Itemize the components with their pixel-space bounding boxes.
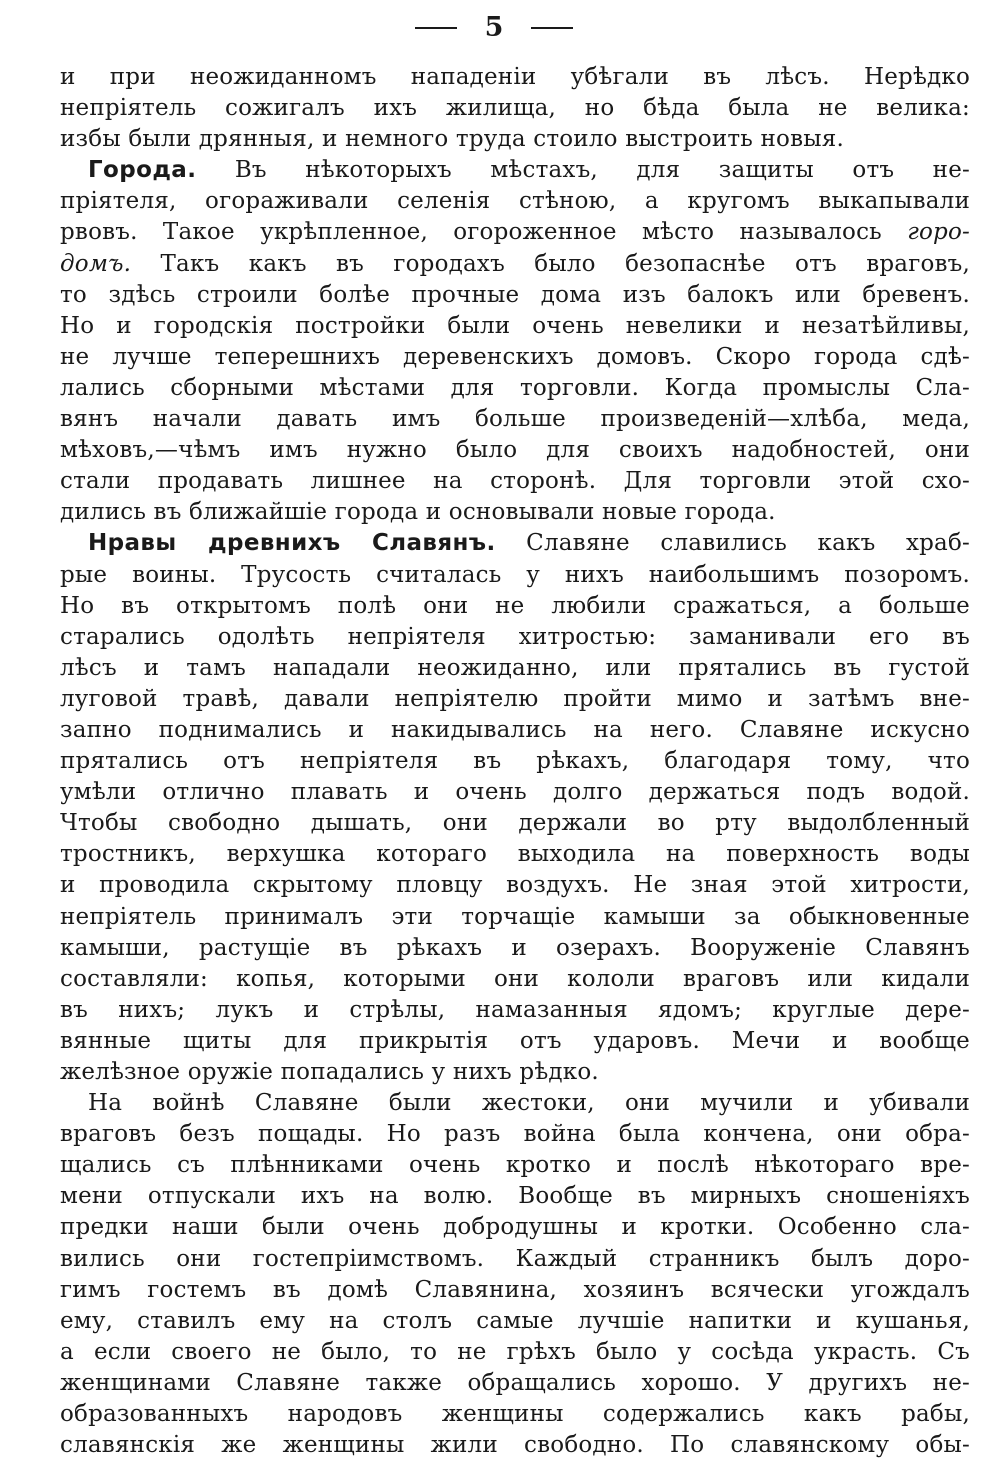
text-line bbox=[60, 466, 970, 497]
line-text: прiятеля, огораживали селенiя стѣною, а кругомъ выкапывали bbox=[60, 188, 970, 215]
text-line bbox=[60, 1399, 970, 1430]
line-text: камыши, растущiе въ рѣкахъ и озерахъ. Вооруженiе Славянъ bbox=[60, 934, 970, 961]
text-line bbox=[60, 124, 970, 155]
text-line bbox=[60, 684, 970, 715]
line-text: составляли: копья, которыми они кололи враговъ или кидали bbox=[60, 965, 970, 992]
text-line bbox=[60, 280, 970, 311]
header-dash-left bbox=[415, 27, 457, 29]
line-text: женщинами Славяне также обращались хорошо. У другихъ не- bbox=[60, 1369, 970, 1396]
text-line bbox=[60, 1337, 970, 1368]
line-text: въ нихъ; лукъ и стрѣлы, намазанныя ядомъ; круглые дере- bbox=[60, 996, 970, 1023]
text-line bbox=[60, 560, 970, 591]
text-line bbox=[60, 217, 970, 248]
line-text: вились они гостепрiимствомъ. Каждый странникъ былъ доро- bbox=[60, 1245, 970, 1272]
line-text: гимъ гостемъ въ домѣ Славянина, хозяинъ всячески угождалъ bbox=[60, 1276, 970, 1303]
line-text: а если своего не было, то не грѣхъ было у сосѣда украсть. Съ bbox=[60, 1338, 970, 1365]
text-line bbox=[60, 870, 970, 901]
text-line bbox=[60, 1212, 970, 1243]
text-line bbox=[60, 404, 970, 435]
line-text: враговъ безъ пощады. Но разъ война была кончена, они обра- bbox=[60, 1121, 970, 1148]
line-text: образованныхъ народовъ женщины содержались какъ рабы, bbox=[60, 1401, 970, 1428]
text-line bbox=[60, 746, 970, 777]
line-text: непрiятель принималъ эти торчащiе камыши за обыкновенные bbox=[60, 903, 970, 930]
line-text: старались одолѣть непрiятеля хитростью: заманивали его въ bbox=[60, 623, 970, 650]
page-number: 5 bbox=[484, 12, 504, 43]
header-dash-right bbox=[531, 27, 573, 29]
text-line bbox=[60, 1306, 970, 1337]
text-line bbox=[60, 311, 970, 342]
text-line bbox=[60, 1181, 970, 1212]
text-line bbox=[60, 1026, 970, 1057]
text-line bbox=[60, 186, 970, 217]
page-header bbox=[0, 8, 988, 48]
line-text: стали продавать лишнее на сторонѣ. Для торговли этой схо- bbox=[60, 468, 970, 495]
line-text: умѣли отлично плавать и очень долго держаться подъ водой. bbox=[60, 779, 970, 806]
text-line bbox=[60, 902, 970, 933]
text-line bbox=[60, 622, 970, 653]
line-text: предки наши были очень добродушны и кротки. Особенно сла- bbox=[60, 1214, 970, 1241]
text-line bbox=[60, 964, 970, 995]
text-line bbox=[60, 1119, 970, 1150]
line-text: На войнѣ Славяне были жестоки, они мучили и убивали bbox=[88, 1090, 970, 1117]
line-text: Въ нѣкоторыхъ мѣстахъ, для защиты отъ не- bbox=[196, 157, 970, 184]
line-text: избы были дрянныя, и немного труда стоило выстроить новыя. bbox=[60, 126, 844, 153]
text-line bbox=[60, 591, 970, 622]
line-text: луговой травѣ, давали непрiятелю пройти мимо и затѣмъ вне- bbox=[60, 685, 970, 712]
line-text: Но и городскiя постройки были очень невелики и незатѣйливы, bbox=[60, 312, 970, 339]
text-line bbox=[60, 777, 970, 808]
line-text: то здѣсь строили болѣе прочные дома изъ балокъ или бревенъ. bbox=[60, 281, 970, 308]
line-text: Но въ открытомъ полѣ они не любили сражаться, а больше bbox=[60, 592, 970, 619]
text-line bbox=[60, 715, 970, 746]
line-text: лѣсъ и тамъ нападали неожиданно, или прятались въ густой bbox=[60, 654, 970, 681]
text-line bbox=[60, 497, 970, 528]
text-line bbox=[60, 808, 970, 839]
line-text: дились въ ближайшiе города и основывали новые города. bbox=[60, 499, 776, 526]
text-line bbox=[60, 1430, 970, 1461]
line-text: запно поднимались и накидывались на него. Славяне искусно bbox=[60, 716, 970, 743]
text-line bbox=[60, 62, 970, 93]
text-line bbox=[60, 653, 970, 684]
line-text: рые воины. Трусость считалась у нихъ наибольшимъ позоромъ. bbox=[60, 561, 970, 588]
line-text: рвовъ. Такое укрѣпленное, огороженное мѣсто называлось bbox=[60, 219, 908, 246]
text-line bbox=[60, 1368, 970, 1399]
text-line bbox=[60, 1057, 970, 1088]
line-text: прятались отъ непрiятеля въ рѣкахъ, благодаря тому, что bbox=[60, 748, 970, 775]
text-line bbox=[60, 373, 970, 404]
line-text: тростникъ, верхушка котораго выходила на поверхность воды bbox=[60, 841, 970, 868]
line-text: Чтобы свободно дышать, они держали во рту выдолбленный bbox=[60, 810, 970, 837]
text-line bbox=[60, 995, 970, 1026]
line-text: лались сборными мѣстами для торговли. Когда промыслы Сла- bbox=[60, 374, 970, 401]
line-text: Славяне славились какъ храб- bbox=[495, 530, 970, 557]
line-text: ему, ставилъ ему на столъ самые лучшiе напитки и кушанья, bbox=[60, 1307, 970, 1334]
line-text: непрiятель сожигалъ ихъ жилища, но бѣда была не велика: bbox=[60, 95, 970, 122]
line-text: славянскiя же женщины жили свободно. По славянскому обы- bbox=[60, 1432, 970, 1459]
line-text: вянные щиты для прикрытiя отъ ударовъ. Мечи и вообще bbox=[60, 1027, 970, 1054]
text-line bbox=[60, 839, 970, 870]
italic-term: горо- bbox=[907, 219, 970, 246]
text-line bbox=[60, 1150, 970, 1181]
text-line bbox=[60, 933, 970, 964]
section-heading: Города. bbox=[88, 157, 197, 184]
line-text: не лучше теперешнихъ деревенскихъ домовъ. Скоро города сдѣ- bbox=[60, 343, 970, 370]
text-line bbox=[60, 1275, 970, 1306]
line-text: щались съ плѣнниками очень кротко и послѣ нѣкотораго вре- bbox=[60, 1152, 970, 1179]
line-text: желѣзное оружiе попадались у нихъ рѣдко. bbox=[60, 1059, 599, 1085]
line-text: вянъ начали давать имъ больше произведенiй—хлѣба, меда, bbox=[60, 406, 970, 433]
line-text: и при неожиданномъ нападенiи убѣгали въ лѣсъ. Нерѣдко bbox=[60, 64, 970, 90]
section-heading: Нравы древнихъ Славянъ. bbox=[88, 530, 496, 557]
line-text: мени отпускали ихъ на волю. Вообще въ мирныхъ сношенiяхъ bbox=[60, 1183, 970, 1210]
text-line bbox=[60, 435, 970, 466]
text-line bbox=[60, 1244, 970, 1275]
line-text: и проводила скрытому пловцу воздухъ. Не зная этой хитрости, bbox=[60, 872, 970, 899]
italic-term: домъ. bbox=[60, 250, 132, 277]
line-text: мѣховъ,—чѣмъ имъ нужно было для своихъ надобностей, они bbox=[60, 437, 970, 464]
text-line bbox=[60, 528, 970, 559]
text-line bbox=[60, 342, 970, 373]
text-line bbox=[60, 1088, 970, 1119]
line-text: Такъ какъ въ городахъ было безопаснѣе отъ враговъ, bbox=[131, 250, 970, 277]
text-line bbox=[60, 249, 970, 280]
text-line bbox=[60, 93, 970, 124]
text-line bbox=[60, 155, 970, 186]
body-text bbox=[60, 62, 970, 1461]
